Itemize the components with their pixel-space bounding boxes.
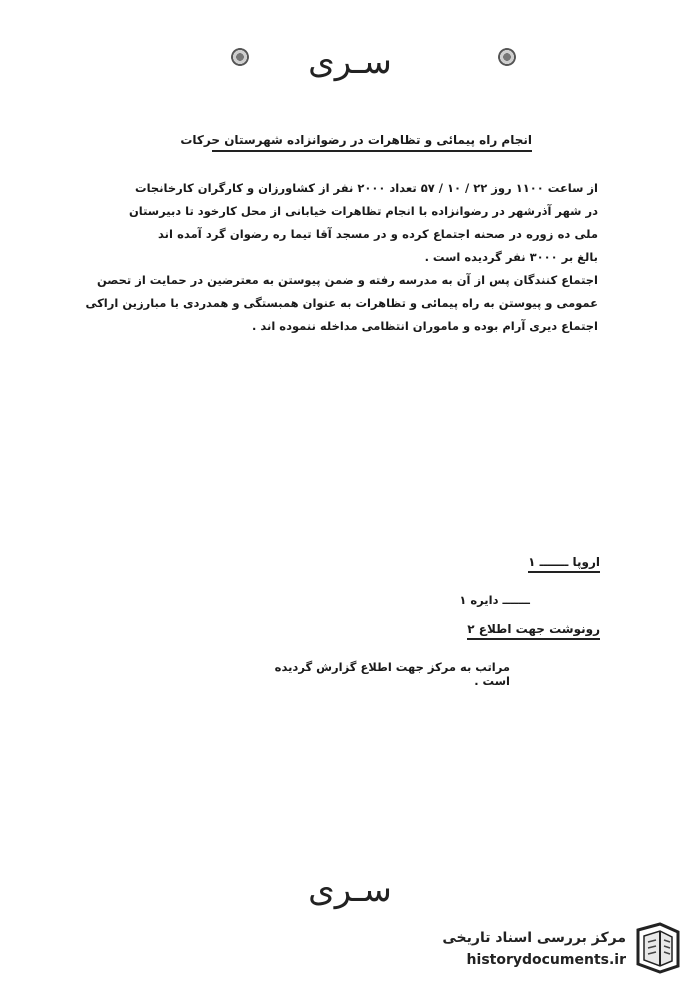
body-line: بالغ بر ۳۰۰۰ نفر گردیده است .	[424, 250, 598, 264]
closing-note: مراتب به مرکز جهت اطلاع گزارش گردیده است .	[274, 660, 510, 688]
signature-department: ـــــــ دایره ۱	[459, 593, 530, 607]
archive-logo-icon	[634, 922, 682, 974]
signature-title	[300, 555, 600, 569]
classification-top-stamp: سـری	[308, 42, 392, 82]
signature-title-text: اروپا ـــــــ ۱	[528, 555, 600, 573]
document-body	[85, 177, 598, 338]
watermark-name: مرکز بررسی اسناد تاریخی	[442, 930, 626, 946]
document-subject: انجام راه پیمائی و تظاهرات در رضوانزاده شهرستان حرکات	[212, 133, 532, 152]
body-line: عمومی و پیوستن به راه پیمائی و تظاهرات به عنوان همبستگی و همدردی با مبارزین اراکی	[85, 296, 598, 310]
watermark-site: historydocuments.ir	[466, 952, 626, 968]
body-line: ملی ده زوره در صحنه اجتماع کرده و در مسجد آقا تیما ره رضوان گرد آمده اند	[158, 227, 598, 241]
body-line: اجتماع کنندگان پس از آن به مدرسه رفته و ضمن پیوستن به معترضین در حمایت از تحصن	[96, 273, 598, 287]
body-line: در شهر آذرشهر در رضوانزاده با انجام تظاهرات خیابانی از محل کارخود تا دبیرستان	[128, 204, 598, 218]
copy-recipients-text: رونوشت جهت اطلاع ۲	[467, 622, 600, 640]
classification-bottom-stamp: سـری	[308, 870, 392, 910]
copy-recipients-title	[300, 622, 600, 636]
body-line: اجتماع دیری آرام بوده و ماموران انتظامی مداخله ننموده اند .	[252, 319, 598, 333]
archive-watermark	[418, 922, 688, 978]
body-line: از ساعت ۱۱۰۰ روز ۲۲ / ۱۰ / ۵۷ تعداد ۲۰۰۰ نفر از کشاورزان و کارگران کارخانجات	[135, 181, 598, 195]
